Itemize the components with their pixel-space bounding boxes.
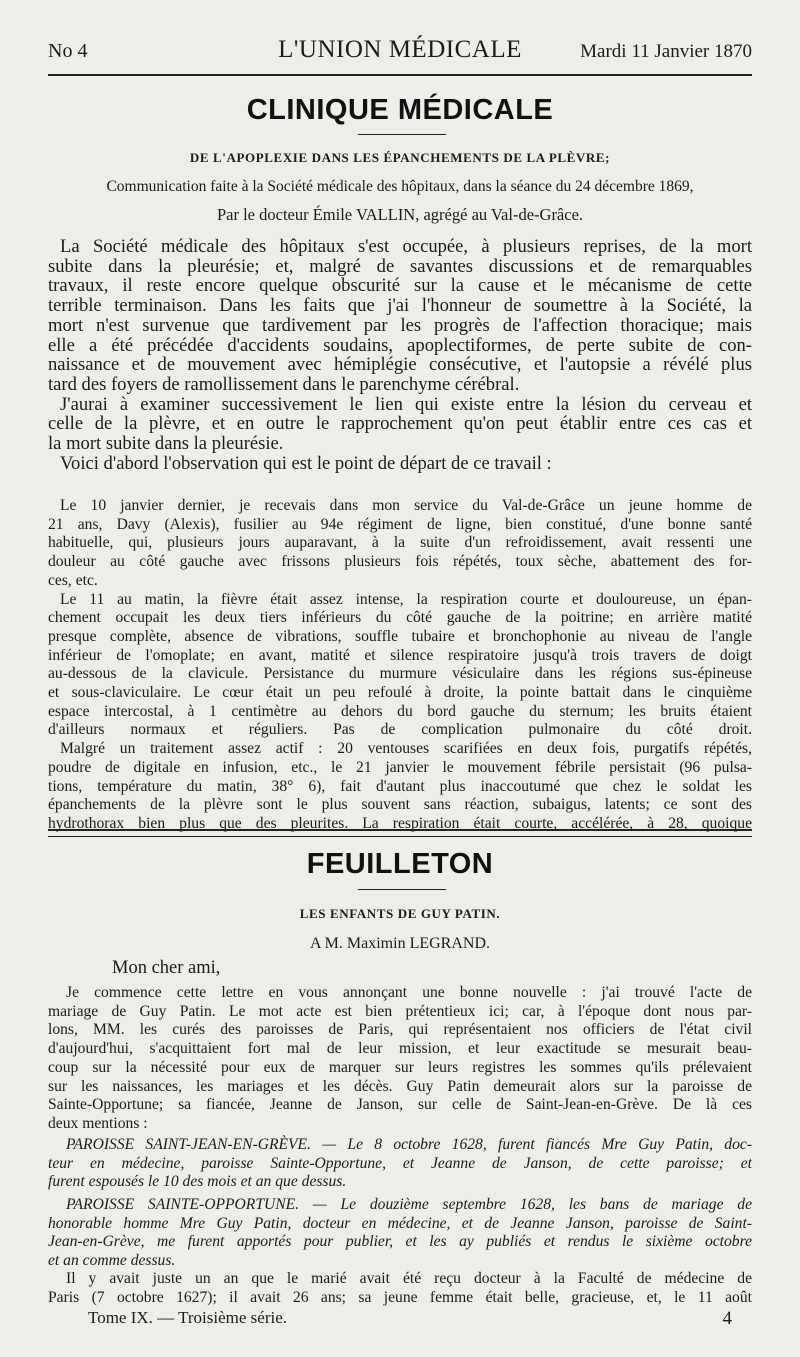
section-divider [48,829,752,837]
feuilleton-article-title: LES ENFANTS DE GUY PATIN. [299,906,501,921]
feuilleton-line: coup sur la nécessité pour eux de marquer sur leurs registres les sommes qu'ils prélevaient [48,1058,752,1076]
communication-line: Communication faite à la Société médicale des hôpitaux, dans la séance du 24 décembre 1869, [106,178,694,195]
intro-line: naissance et de mouvement avec hémiplégie consécutive, et l'autopsie a révélé plus [48,354,752,376]
author-line: Par le docteur Émile VALLIN, agrégé au Val-de-Grâce. [216,205,584,224]
article-title: DE L'APOPLEXIE DANS LES ÉPANCHEMENTS DE LA PLÈVRE; [189,150,611,165]
observation-line: ces, etc. [48,571,98,589]
tome-label: Tome IX. — Troisième série. [88,1308,288,1327]
intro-line: elle a été précédée d'accidents soudains, apoplectiformes, de perte subite de con- [48,334,752,356]
observation-line: Le 10 janvier dernier, je recevais dans mon service du Val-de-Grâce un jeune homme de [60,497,752,514]
page-footer [88,1308,752,1330]
intro-line: tard des foyers de ramollissement dans le parenchyme cérébral. [48,373,520,395]
observation-line: Le 11 au matin, la fièvre était assez intense, la respiration courte et douloureuse, un épan- [60,590,752,608]
record-line: furent espousés le 10 des mois et an que dessus. [48,1173,347,1191]
observation-line: hydrothorax bien plus que des pleurites. La respiration était courte, accélérée, à 28, quoique [48,814,752,832]
observation-line: tions, température du matin, 38° 6), fait d'autant plus inaccoutumé que chez le soldat les [48,777,752,795]
journal-title: L'UNION MÉDICALE [278,36,522,63]
feuilleton-line: mariage de Guy Patin. Le mot acte est bien prétentieux ici; car, à l'époque dont nous par- [48,1002,752,1020]
observation-line: chement occupait les deux tiers inférieurs du côté gauche de la poitrine; en arrière matité [48,609,752,627]
closing-line: Paris (7 octobre 1627); il avait 26 ans; sa jeune femme était belle, gracieuse, et, le 11 août [48,1289,752,1306]
issue-number: No 4 [48,40,88,62]
record-line: PAROISSE SAINT-JEAN-EN-GRÈVE. — Le 8 octobre 1628, furent fiancés Mre Guy Patin, doc- [66,1136,752,1153]
observation-line: espace intercostal, à 1 centimètre au dehors du bord gauche du sternum; les bruits étaient [48,702,752,720]
observation-line: habituelle, qui, plusieurs jours auparavant, à la suite d'un refroidissement, avait ressenti une [48,534,752,552]
feuilleton-line: lons, MM. les curés des paroisses de Paris, qui représentaient nos officiers de l'état civil [48,1021,752,1039]
record-line: Jean-en-Grève, me furent apportés pour publier, et les ay publiés et rendus le sixième octobre [48,1233,752,1251]
clinique-section-title: CLINIQUE MÉDICALE [246,94,554,126]
closing-line: Il y avait juste un an que le marié avait été reçu docteur à la Faculté de médecine de [66,1270,752,1287]
header-rule [48,74,752,76]
feuilleton-line: deux mentions : [48,1114,148,1132]
folio-number: 4 [722,1308,732,1329]
feuilleton-title-rule [358,889,446,890]
clinique-title-rule [358,134,446,135]
intro-line: travaux, il reste encore quelque obscurité sur la cause et le mécanisme de cette [48,275,752,297]
feuilleton-line: d'aujourd'hui, s'acquittaient fort mal de leur mission, et leur exactitude se mesurait beau- [48,1040,752,1058]
record-line: honorable homme Mre Guy Patin, docteur en médecine, et de Jeanne Janson, paroisse de Saint- [48,1214,752,1232]
feuilleton-section-title: FEUILLETON [306,848,494,880]
observation-line: et sous-claviculaire. Le cœur était un peu refoulé à droite, la pointe battait dans le cinquième [48,684,752,701]
intro-line: terrible terminaison. Dans les faits que j'ai l'honneur de soumettre à la Société, la [48,295,752,317]
issue-date: Mardi 11 Janvier 1870 [580,41,752,62]
observation-line: au-dessous de la clavicule. Persistance du murmure vésiculaire dans les régions sus-épineuse [48,665,752,683]
feuilleton-line: Je commence cette lettre en vous annonçant une bonne nouvelle : j'ai trouvé l'acte de [66,984,752,1001]
feuilleton-line: Sainte-Opportune; sa fiancée, Jeanne de Janson, sur celle de Saint-Jean-en-Grève. De là ces [48,1096,752,1114]
record-line: et an comme dessus. [48,1252,176,1270]
salutation: Mon cher ami, [112,958,221,978]
dedication: A M. Maximin LEGRAND. [310,935,490,952]
intro-line: la mort subite dans la pleurésie. [48,433,284,454]
observation-line: presque complète, absence de vibrations, souffle tubaire et bronchophonie au niveau de l'angle [48,627,752,645]
intro-line: J'aurai à examiner successivement le lien qui existe entre la lésion du cerveau et [60,393,752,415]
observation-line: inférieur de l'omoplate; en avant, matité et silence respiratoire jusqu'à trois travers de doigt [48,646,752,664]
observation-line: épanchements de la plèvre sont le plus souvent sans réaction, subaigus, latents; ce sont des [48,796,752,814]
record-line: teur en médecine, paroisse Sainte-Opportune, et Jeanne de Janson, de cette paroisse; et [48,1154,752,1172]
running-head [48,36,752,66]
observation-line: Malgré un traitement assez actif : 20 ventouses scarifiées en deux fois, purgatifs répétés, [60,740,752,758]
record-line: PAROISSE SAINTE-OPPORTUNE. — Le douzième septembre 1628, les bans de mariage de [66,1196,752,1213]
intro-line: Voici d'abord l'observation qui est le point de départ de ce travail : [60,452,552,474]
feuilleton-line: sur les naissances, les mariages et les décès. Guy Patin demeurait alors sur la paroisse de [48,1077,752,1095]
intro-line: subite dans la pleurésie; et, malgré de savantes discussions et de remarquables [48,255,752,277]
observation-line: d'ailleurs normaux et réguliers. Pas de complication pulmonaire du côté droit. [48,721,752,739]
intro-line: celle de la plèvre, et en outre le rapprochement qu'on peut établir entre ces cas et [48,413,752,435]
observation-line: poudre de digitale en infusion, etc., le 21 janvier le mouvement fébrile persistait (96 pulsa- [48,758,752,776]
intro-line: La Société médicale des hôpitaux s'est occupée, à plusieurs reprises, de la mort [60,236,752,257]
observation-line: douleur au côté gauche avec frissons plusieurs fois répétés, toux sèche, abattement des for- [48,553,752,571]
intro-line: mort n'est survenue que tardivement par les progrès de l'affection thoracique; mais [48,314,752,336]
observation-line: 21 ans, Davy (Alexis), fusilier au 94e régiment de ligne, bien constitué, d'une bonne santé [48,515,752,533]
